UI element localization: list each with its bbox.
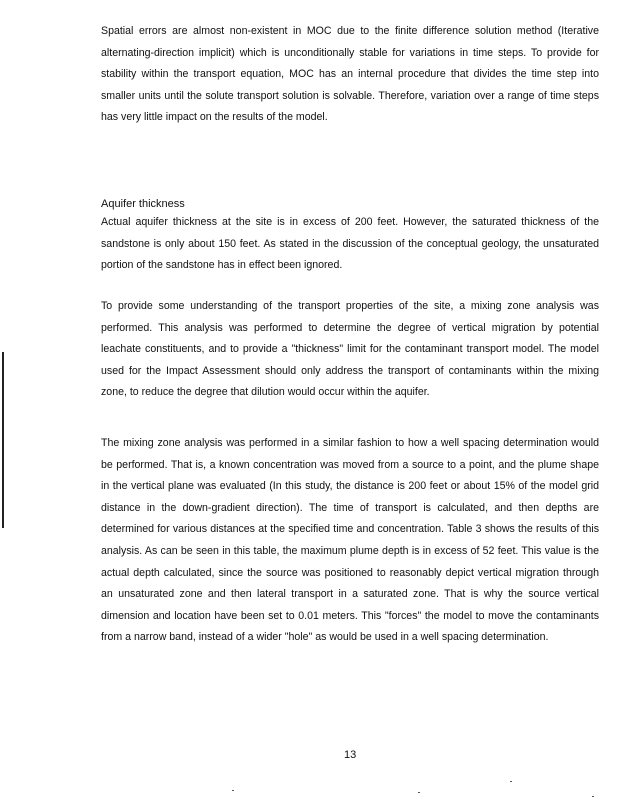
scan-speck xyxy=(592,796,594,797)
paragraph-aquifer-thickness: Actual aquifer thickness at the site is in excess of 200 feet. However, the saturated thickness of the sandstone is only about 150 feet. As stated in the discussion of the conceptual geology, the unsaturated portion of the sandstone has in effect been ignored. xyxy=(101,216,599,272)
scan-speck xyxy=(510,781,512,782)
scan-speck xyxy=(418,792,420,793)
paragraph-mixing-zone-purpose: To provide some understanding of the transport properties of the site, a mixing zone analysis was performed. This analysis was performed to determine the degree of vertical migration by potential leachate constituents, and to provide a "thickness" limit for the contaminant transport model. The model used for the Impact Assessment should only address the transport of contaminants within the mixing zone, to reduce the degree that dilution would occur within the aquifer. xyxy=(101,300,599,399)
section-heading-aquifer-thickness: Aquifer thickness xyxy=(101,198,185,210)
paragraph-mixing-zone-analysis: The mixing zone analysis was performed in a similar fashion to how a well spacing determination would be performed. That is, a known concentration was moved from a source to a point, and the plume shape in the vertical plane was evaluated (In this study, the distance is 200 feet or about 15% of the model grid distance in the down-gradient direction). The time of transport is calculated, and then depths are determined for various distances at the specified time and concentration. Table 3 shows the results of this analysis. As can be seen in this table, the maximum plume depth is in excess of 52 feet. This value is the actual depth calculated, since the source was positioned to reasonably depict vertical migration through an unsaturated zone and then lateral transport in a saturated zone. That is why the source vertical dimension and location have been set to 0.01 meters. This "forces" the model to move the contaminants from a narrow band, instead of a wider "hole" as would be used in a well spacing determination. xyxy=(101,437,599,644)
margin-scan-bar xyxy=(2,352,4,528)
paragraph-spatial-errors: Spatial errors are almost non-existent in MOC due to the finite difference solution method (Iterative alternating-direction implicit) which is unconditionally stable for variations in time steps. To provide for stability within the transport equation, MOC has an internal procedure that divides the time step into smaller units until the solute transport solution is solvable. Therefore, variation over a range of time steps has very little impact on the results of the model. xyxy=(101,25,599,124)
scan-speck xyxy=(232,790,234,791)
page-number: 13 xyxy=(344,749,357,761)
